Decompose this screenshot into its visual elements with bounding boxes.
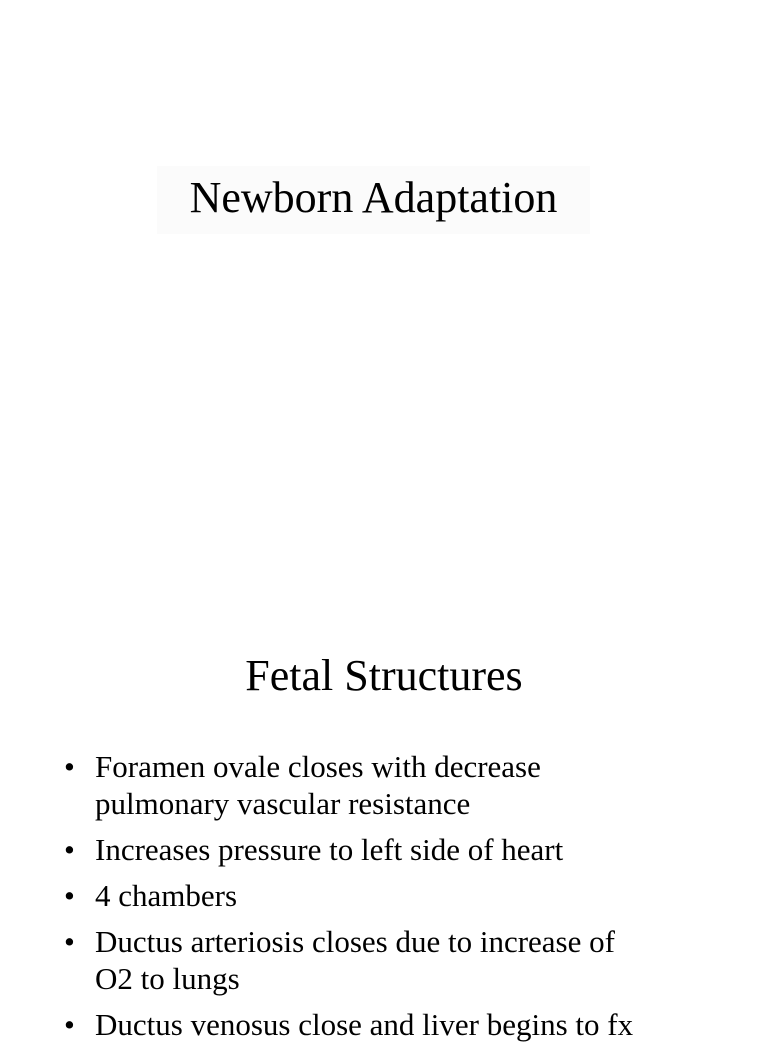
bullet-text-line: Ductus arteriosis closes due to increase of <box>95 924 615 959</box>
bullet-point-icon: • <box>64 924 75 959</box>
bullet-point-icon: • <box>64 878 75 913</box>
bullet-list <box>64 748 744 1052</box>
bullet-text-line: Increases pressure to left side of heart <box>95 832 564 867</box>
slide-title-newborn-adaptation: Newborn Adaptation <box>157 166 590 234</box>
bullet-text-line: pulmonary vascular resistance <box>95 786 471 821</box>
bullet-item <box>64 1006 744 1043</box>
bullet-item <box>64 831 744 868</box>
bullet-point-icon: • <box>64 1007 75 1042</box>
bullet-point-icon: • <box>64 832 75 867</box>
bullet-text-line: Foramen ovale closes with decrease <box>95 749 541 784</box>
bullet-item <box>64 923 744 997</box>
bullet-point-icon: • <box>64 749 75 784</box>
bullet-item <box>64 748 744 822</box>
bullet-text-line: O2 to lungs <box>95 961 240 996</box>
bullet-text-line: 4 chambers <box>95 878 238 913</box>
bullet-item <box>64 877 744 914</box>
slide-title-fetal-structures: Fetal Structures <box>245 651 523 700</box>
bullet-text-line: Ductus venosus close and liver begins to fx <box>95 1007 634 1042</box>
